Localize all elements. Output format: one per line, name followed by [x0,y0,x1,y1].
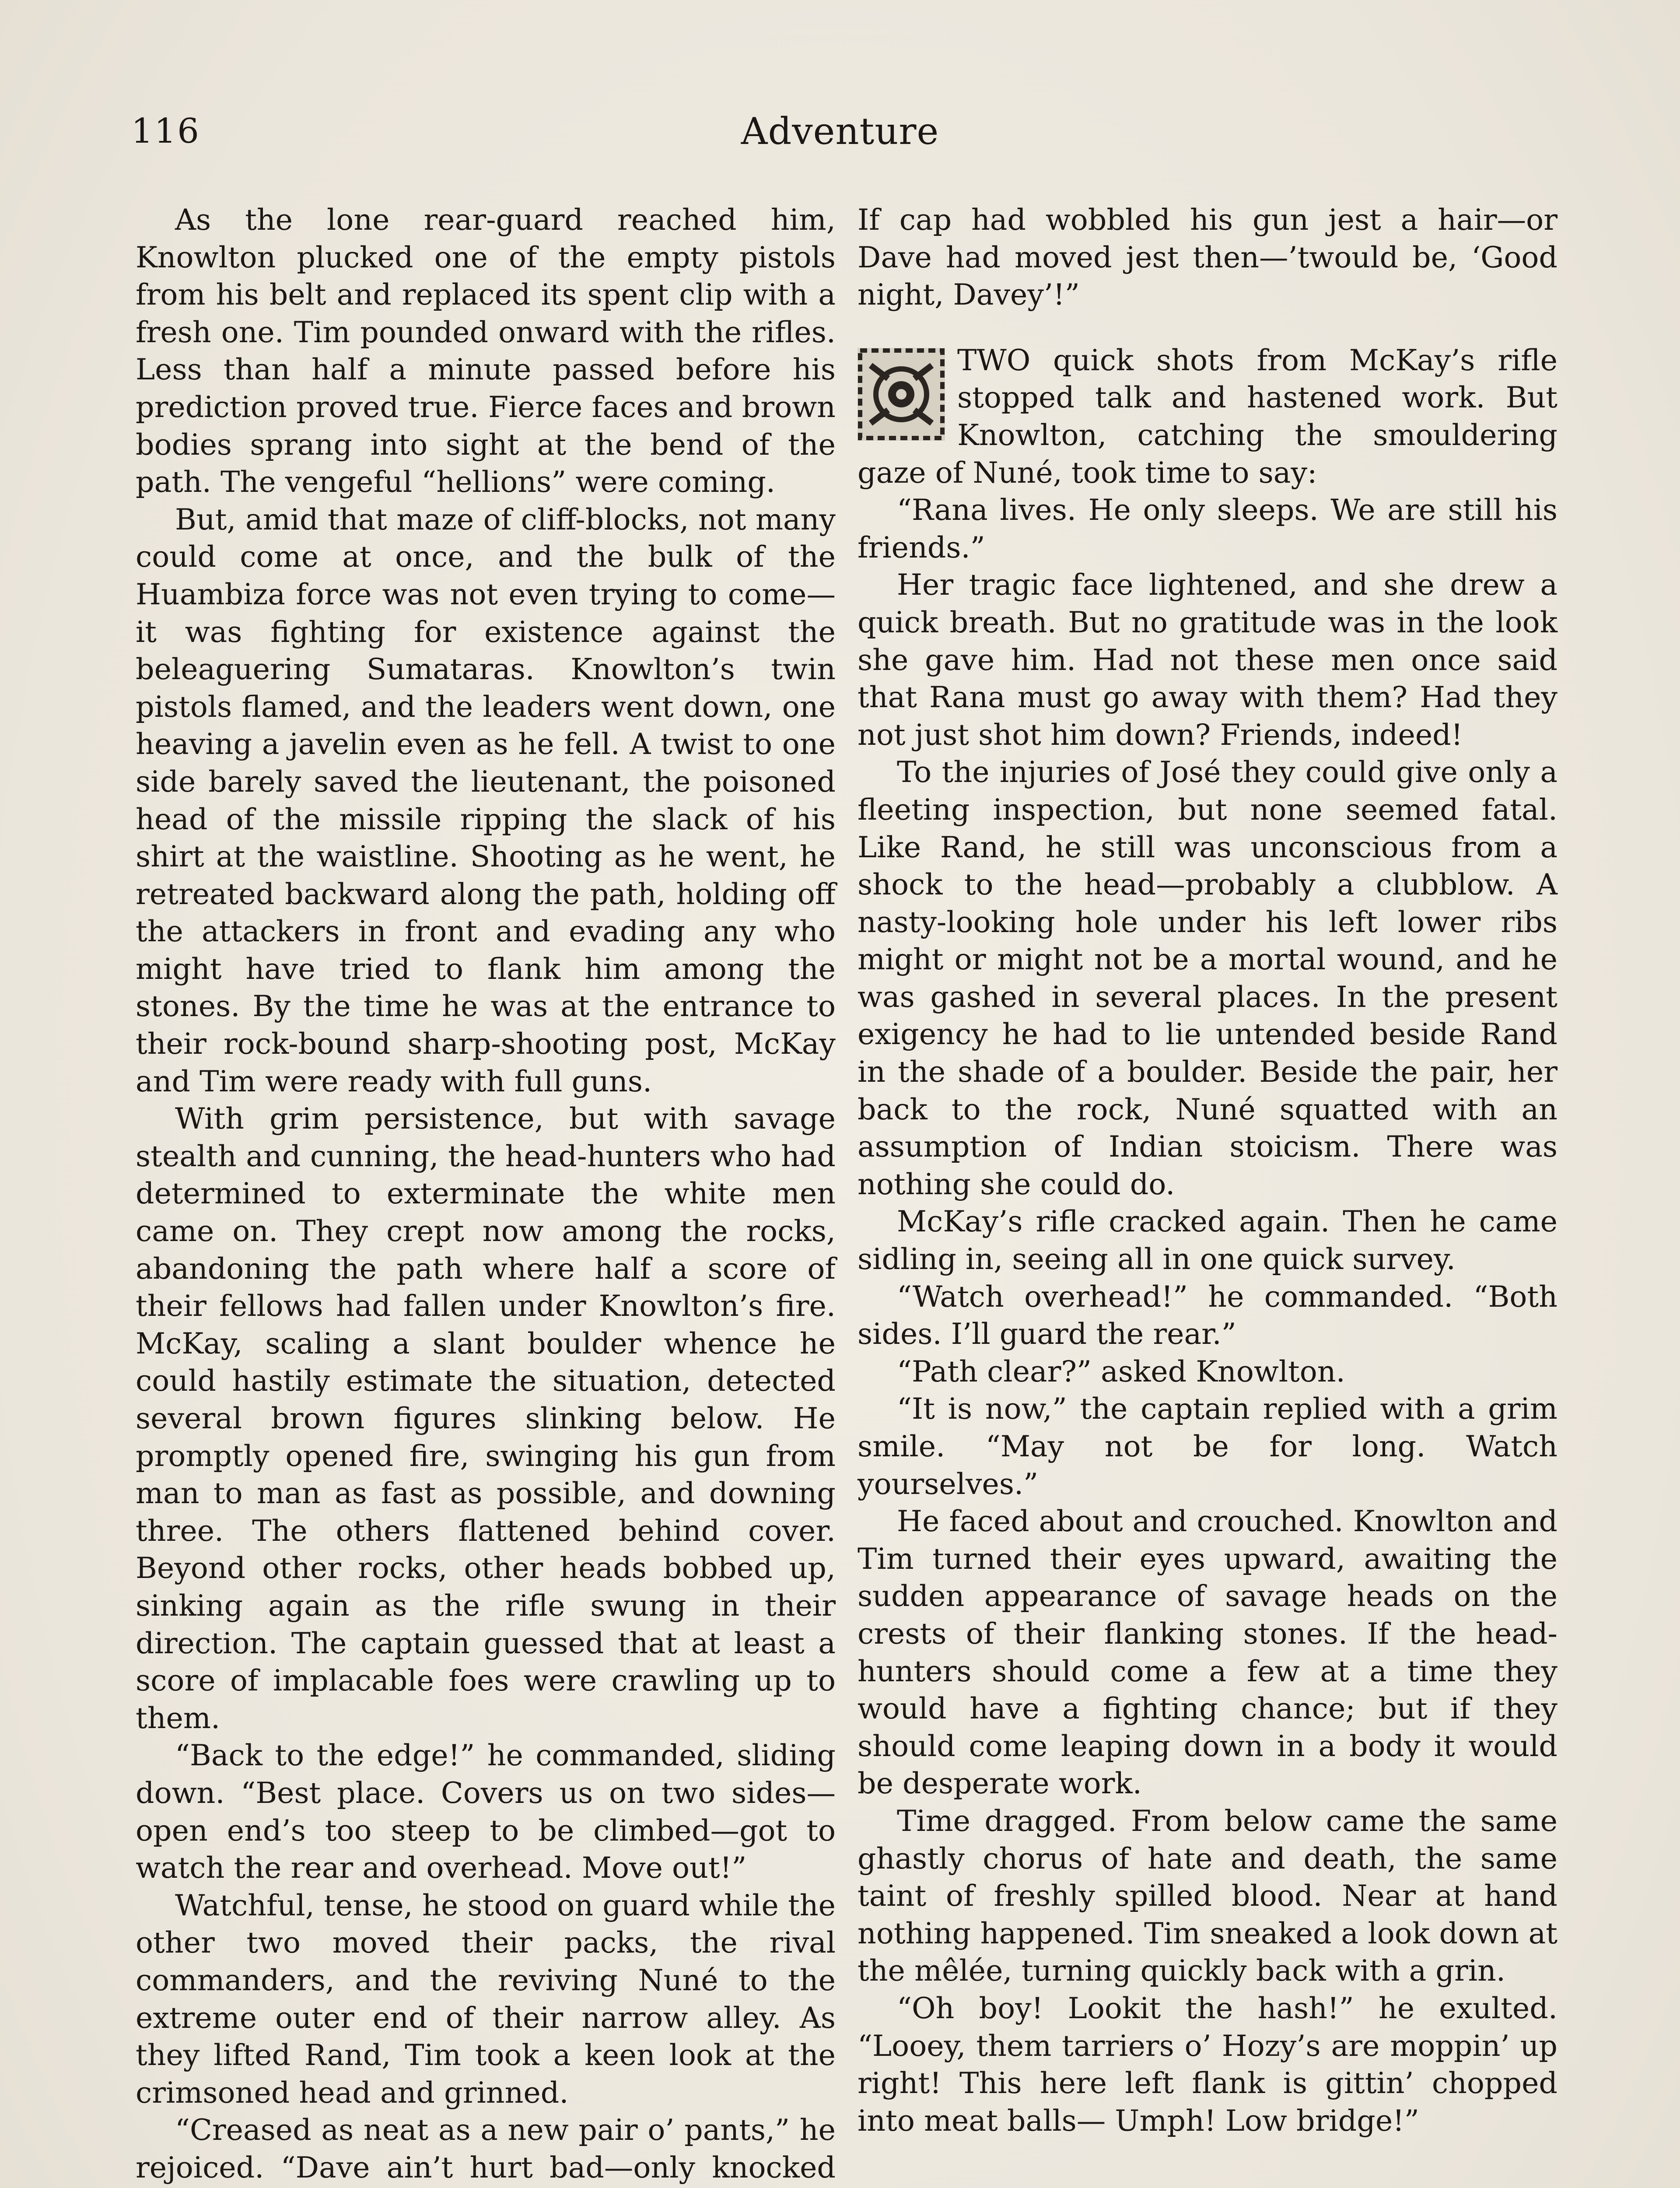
paragraph: “Oh boy! Lookit the hash!” he exulted. “Looey, them tarriers o’ Hozy’s are moppin’ up right! This here left flank is gittin’ chopped into meat balls— Umph! Low bridge!” [858,1991,1558,2138]
left-column [136,201,836,2188]
paragraph: Time dragged. From below came the same ghastly chorus of hate and death, the same taint of freshly spilled blood. Near at hand nothing happened. Tim sneaked a look down at the mêlée, turning quickly back with a grin. [858,1803,1558,1988]
paragraph: “Watch overhead!” he commanded. “Both sides. I’ll guard the rear.” [858,1279,1558,1351]
page-number: 116 [131,112,200,151]
paragraph: Her tragic face lightened, and she drew a quick breath. But no gratitude was in the look she gave him. Had not these men once said that Rana must go away with them? Had they not just shot him down? Friends, indeed! [858,568,1558,752]
paragraph: McKay’s rifle cracked again. Then he came sidling in, seeing all in one quick survey. [858,1204,1558,1276]
right-column [858,201,1558,2139]
paragraph: As the lone rear-guard reached him, Knowlton plucked one of the empty pistols from his belt and replaced its spent clip with a fresh one. Tim pounded onward with the rifles. Less than half a minute passed before his prediction proved true. Fierce faces and brown bodies sprang into sight at the bend of the path. The vengeful “hellions” were coming. [136,203,836,499]
paragraph: “Creased as neat as a new pair o’ pants,” he rejoiced. “Dave ain’t hurt bad—only knocked [136,2113,836,2184]
paragraph: He faced about and crouched. Knowlton and Tim turned their eyes upward, awaiting the sudden appearance of savage heads on the crests of their flanking stones. If the head-hunters should come a few at a time they would have a fighting chance; but if they should come leaping down in a body it would be desperate work. [858,1504,1558,1801]
paragraph: “Rana lives. He only sleeps. We are still his friends.” [858,493,1558,565]
section-spacer [858,314,1558,342]
paragraph: To the injuries of José they could give only a fleeting inspection, but none seemed fatal. Like Rand, he still was unconscious from a shock to the head—probably a clubblow. A nasty-looking hole under his left lower ribs might or might not be a mortal wound, and he was gashed in several places. In the present exigency he had to lie untended beside Rand in the shade of a boulder. Beside the pair, her back to the rock, Nuné squatted with an assumption of Indian stoicism. There was nothing she could do. [858,755,1558,1201]
page-header [131,103,1549,160]
ornament-icon [858,348,945,441]
paragraph: But, amid that maze of cliff-blocks, not many could come at once, and the bulk of the Huambiza force was not even trying to come—it was fighting for existence against the beleaguering Sumataras. Knowlton’s twin pistols flamed, and the leaders went down, one heaving a javelin even as he fell. A twist to one side barely saved the lieutenant, the poisoned head of the missile ripping the slack of his shirt at the waistline. Shooting as he went, he retreated backward along the path, holding off the attackers in front and evading any who might have tried to flank him among the stones. By the time he was at the entrance to their rock-bound sharp-shooting post, McKay and Tim were ready with full guns. [136,502,836,1098]
dropcap-paragraph: TWO quick shots from McKay’s rifle stopped talk and hastened work. But Knowlton, catching the smouldering gaze of Nuné, took time to say: [858,343,1558,490]
running-head: Adventure [741,110,939,153]
paragraph: “Back to the edge!” he commanded, sliding down. “Best place. Covers us on two sides—open end’s too steep to be climbed—got to watch the rear and overhead. Move out!” [136,1738,836,1885]
continued-paragraph: If cap had wobbled his gun jest a hair—or Dave had moved jest then—’twould be, ‘Good night, Davey’!” [858,203,1558,312]
paragraph: “It is now,” the captain replied with a grim smile. “May not be for long. Watch yourselves.” [858,1392,1558,1501]
paragraph: Watchful, tense, he stood on guard while the other two moved their packs, the rival commanders, and the reviving Nuné to the extreme outer end of their narrow alley. As they lifted Rand, Tim took a keen look at the crimsoned head and grinned. [136,1888,836,2110]
paragraph: With grim persistence, but with savage stealth and cunning, the head-hunters who had determined to exterminate the white men came on. They crept now among the rocks, abandoning the path where half a score of their fellows had fallen under Knowlton’s fire. McKay, scaling a slant boulder whence he could hastily estimate the situation, detected several brown figures slinking below. He promptly opened fire, swinging his gun from man to man as fast as possible, and downing three. The others flattened behind cover. Beyond other rocks, other heads bobbed up, sinking again as the rifle swung in their direction. The captain guessed that at least a score of implacable foes were crawling up to them. [136,1101,836,1735]
decorative-dropcap-ornament [858,348,945,441]
section-opening [858,342,1558,491]
paragraph: “Path clear?” asked Knowlton. [897,1354,1345,1389]
